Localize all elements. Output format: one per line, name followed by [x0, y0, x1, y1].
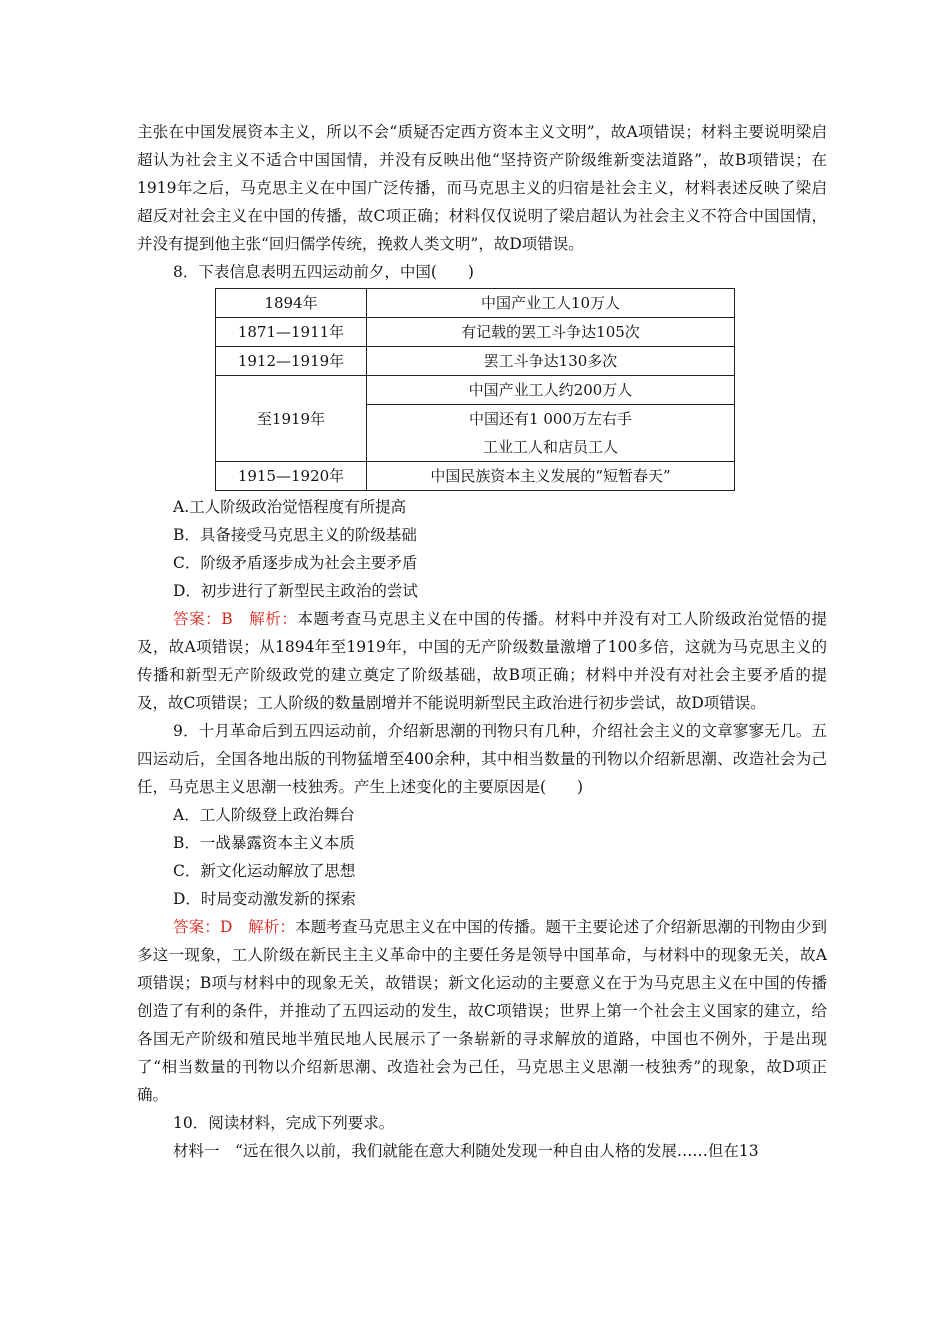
table-cell-year: 1915—1920年 — [216, 462, 367, 491]
question-8-stem: 8．下表信息表明五四运动前夕，中国( ) — [173, 263, 474, 281]
question-8-option-c: C．阶级矛盾逐步成为社会主要矛盾 — [173, 554, 418, 572]
table-cell-year: 1894年 — [216, 289, 367, 318]
question-8-option-d: D．初步进行了新型民主政治的尝试 — [173, 582, 418, 600]
table-row — [216, 318, 735, 347]
table-cell-year: 1871—1911年 — [216, 318, 367, 347]
question-10-material-1: 材料一 “远在很久以前，我们就能在意大利随处发现一种自由人格的发展……但在13 — [173, 1142, 759, 1160]
table-cell-info: 罢工斗争达130多次 — [367, 347, 735, 376]
question-10-stem: 10．阅读材料，完成下列要求。 — [173, 1114, 395, 1132]
document-page — [137, 118, 827, 1165]
table-cell-info: 中国民族资本主义发展的“短暂春天” — [367, 462, 735, 491]
question-9-option-c: C．新文化运动解放了思想 — [173, 862, 356, 880]
table-row — [216, 376, 735, 405]
answer-label: 答案：B 解析： — [173, 610, 298, 628]
table-cell-info: 中国产业工人约200万人 — [367, 376, 735, 405]
question-9-option-a: A．工人阶级登上政治舞台 — [173, 806, 355, 824]
table-cell-line: 工业工人和店员工人 — [482, 438, 618, 456]
table-cell-info — [367, 405, 735, 462]
prev-analysis-paragraph: 主张在中国发展资本主义，所以不会“质疑否定西方资本主义文明”，故A项错误；材料主要说明梁启超认为社会主义不适合中国国情，并没有反映出他“坚持资产阶级维新变法道路”，故B项错误；在1919年之后，马克思主义在中国广泛传播，而马克思主义的归宿是社会主义，材料表述反映了梁启超反对社会主义在中国的传播，故C项正确；材料仅仅说明了梁启超认为社会主义不符合中国国情，并没有提到他主张“回归儒学传统，挽救人类文明”，故D项错误。 — [137, 123, 827, 253]
question-8-option-a: A.工人阶级政治觉悟程度有所提高 — [173, 498, 407, 516]
table-cell-line: 中国还有1 000万左右手 — [469, 410, 632, 428]
table-cell-year: 至1919年 — [216, 376, 367, 462]
table-row — [216, 347, 735, 376]
question-9-option-d: D．时局变动激发新的探索 — [173, 890, 356, 908]
answer-label: 答案：D 解析： — [173, 918, 296, 936]
table-cell-info: 有记载的罢工斗争达105次 — [367, 318, 735, 347]
question-8-option-b: B．具备接受马克思主义的阶级基础 — [173, 526, 417, 544]
table-cell-year: 1912—1919年 — [216, 347, 367, 376]
analysis-text: 本题考查马克思主义在中国的传播。题干主要论述了介绍新思潮的刊物由少到多这一现象，工人阶级在新民主主义革命中的主要任务是领导中国革命，与材料中的现象无关，故A项错误；B项与材料中的现象无关，故错误；新文化运动的主要意义在于为马克思主义在中国的传播创造了有利的条件，并推动了五四运动的发生，故C项错误；世界上第一个社会主义国家的建立，给各国无产阶级和殖民地半殖民地人民展示了一条崭新的寻求解放的道路，中国也不例外，于是出现了“相当数量的刊物以介绍新思潮、改造社会为己任，马克思主义思潮一枝独秀”的现象，故D项正确。 — [137, 918, 827, 1104]
question-9-option-b: B．一战暴露资本主义本质 — [173, 834, 355, 852]
question-8-answer — [137, 605, 827, 717]
analysis-text: 本题考查马克思主义在中国的传播。材料中并没有对工人阶级政治觉悟的提及，故A项错误；从1894年至1919年，中国的无产阶级数量激增了100多倍，这就为马克思主义的传播和新型无产阶级政党的建立奠定了阶级基础，故B项正确；材料中并没有对社会主要矛盾的提及，故C项错误；工人阶级的数量剧增并不能说明新型民主政治进行初步尝试，故D项错误。 — [137, 610, 827, 712]
table-cell-info: 中国产业工人10万人 — [367, 289, 735, 318]
table-row — [216, 462, 735, 491]
question-9-answer — [137, 913, 827, 1109]
question-8-table — [215, 288, 735, 491]
table-row — [216, 289, 735, 318]
question-9-stem: 9．十月革命后到五四运动前，介绍新思潮的刊物只有几种，介绍社会主义的文章寥寥无几。五四运动后，全国各地出版的刊物猛增至400余种，其中相当数量的刊物以介绍新思潮、改造社会为己任，马克思主义思潮一枝独秀。产生上述变化的主要原因是( ) — [137, 722, 827, 796]
